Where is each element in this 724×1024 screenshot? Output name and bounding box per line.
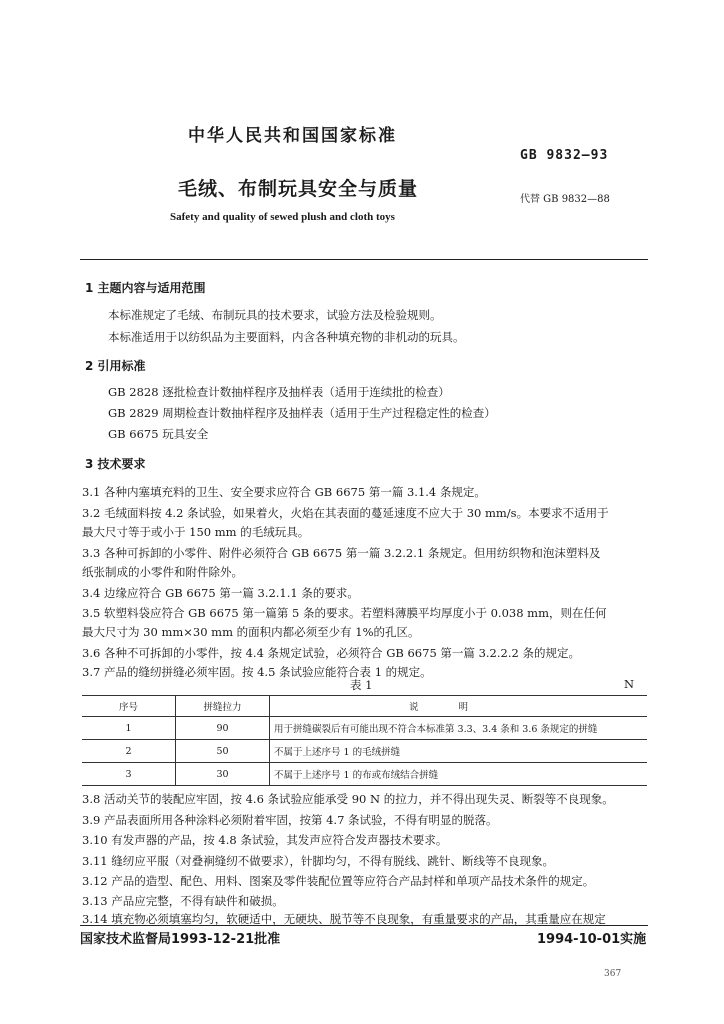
column-header: 说明 (270, 696, 648, 717)
clause-line: 最大尺寸等于或小于 150 mm 的毛绒玩具。 (82, 525, 310, 539)
table-caption: 表 1 (350, 678, 373, 692)
approval-date: 国家技术监督局1993-12-21批准 (80, 932, 281, 947)
reference-item: GB 2828 逐批检查计数抽样程序及抽样表（适用于连续批的检查） (108, 385, 450, 399)
clause-line: 3.1 各种内塞填充料的卫生、安全要求应符合 GB 6675 第一篇 3.1.4 条规定。 (82, 485, 486, 499)
page-number: 367 (604, 969, 622, 979)
clause-line: 3.4 边缘应符合 GB 6675 第一篇 3.2.1.1 条的要求。 (82, 586, 359, 600)
clause-line: 3.11 缝纫应平服（对叠裥缝纫不做要求），针脚均匀，不得有脱线、跳针、断线等不良现象。 (82, 854, 555, 868)
clause-line: 3.3 各种可拆卸的小零件、附件必须符合 GB 6675 第一篇 3.2.2.1 条规定。但用纺织物和泡沫塑料及 (82, 546, 601, 560)
footer-rule (80, 925, 648, 926)
reference-item: GB 2829 周期检查计数抽样程序及抽样表（适用于生产过程稳定性的检查） (108, 406, 496, 420)
clause-line: 3.9 产品表面所用各种涂料必须附着牢固，按第 4.7 条试验，不得有明显的脱落。 (82, 813, 498, 827)
section-1-paragraph: 本标准适用于以纺织品为主要面料，内含各种填充物的非机动的玩具。 (108, 330, 465, 344)
english-title: Safety and quality of sewed plush and cloth toys (170, 211, 395, 223)
seam-strength-table (82, 695, 647, 786)
document-title: 毛绒、布制玩具安全与质量 (178, 178, 419, 200)
table-row (82, 763, 647, 786)
reference-item: GB 6675 玩具安全 (108, 427, 209, 441)
header-rule (80, 259, 648, 260)
clause-line: 3.2 毛绒面料按 4.2 条试验，如果着火，火焰在其表面的蔓延速度不应大于 30 mm/s。本要求不适用于 (82, 506, 609, 520)
table-cell: 90 (176, 717, 270, 740)
clause-line: 3.8 活动关节的装配应牢固，按 4.6 条试验应能承受 90 N 的拉力，并不得出现失灵、断裂等不良现象。 (82, 792, 614, 806)
clause-line: 3.10 有发声器的产品，按 4.8 条试验，其发声应符合发声器技术要求。 (82, 833, 448, 847)
table-cell: 50 (176, 740, 270, 763)
clause-line: 3.7 产品的缝纫拼缝必须牢固。按 4.5 条试验应能符合表 1 的规定。 (82, 665, 432, 679)
table-header-row (82, 696, 647, 717)
standard-code: GB 9832—93 (520, 148, 609, 163)
clause-line: 3.12 产品的造型、配色、用料、图案及零件装配位置等应符合产品封样和单项产品技术条件的规定。 (82, 874, 595, 888)
effective-date: 1994-10-01实施 (537, 932, 647, 947)
clause-line: 3.5 软塑料袋应符合 GB 6675 第一篇第 5 条的要求。若塑料薄膜平均厚度小于 0.038 mm，则在任何 (82, 606, 607, 620)
table-unit: N (624, 677, 635, 691)
clause-line: 3.13 产品应完整，不得有缺件和破损。 (82, 894, 284, 908)
table-cell: 不属于上述序号 1 的毛绒拼缝 (270, 740, 648, 763)
table-cell: 2 (82, 740, 176, 763)
section-1-paragraph: 本标准规定了毛绒、布制玩具的技术要求，试验方法及检验规则。 (108, 308, 442, 322)
section-3-heading: 3 技术要求 (85, 457, 146, 471)
table-cell: 用于拼缝碳裂后有可能出现不符合本标准第 3.3、3.4 条和 3.6 条规定的拼缝 (270, 717, 648, 740)
table-cell: 3 (82, 763, 176, 786)
section-1-heading: 1 主题内容与适用范围 (85, 281, 206, 295)
column-header: 拼缝拉力 (176, 696, 270, 717)
clause-line: 3.14 填充物必须填塞均匀，软硬适中，无硬块、脱节等不良现象，有重量要求的产品，其重量应在规定 (82, 912, 606, 926)
table-row (82, 717, 647, 740)
table-cell: 不属于上述序号 1 的布或布绒结合拼缝 (270, 763, 648, 786)
clause-line: 纸张制成的小零件和附件除外。 (82, 565, 243, 579)
replaces-note: 代替 GB 9832—88 (520, 194, 610, 205)
section-2-heading: 2 引用标准 (85, 359, 146, 373)
clause-line: 最大尺寸为 30 mm×30 mm 的面积内都必须至少有 1%的孔区。 (82, 625, 420, 639)
clause-line: 3.6 各种不可拆卸的小零件，按 4.4 条规定试验，必须符合 GB 6675 第一篇 3.2.2.2 条的规定。 (82, 646, 580, 660)
column-header: 序号 (82, 696, 176, 717)
table-cell: 1 (82, 717, 176, 740)
table-cell: 30 (176, 763, 270, 786)
country-standard-heading: 中华人民共和国国家标准 (188, 126, 397, 146)
table-row (82, 740, 647, 763)
